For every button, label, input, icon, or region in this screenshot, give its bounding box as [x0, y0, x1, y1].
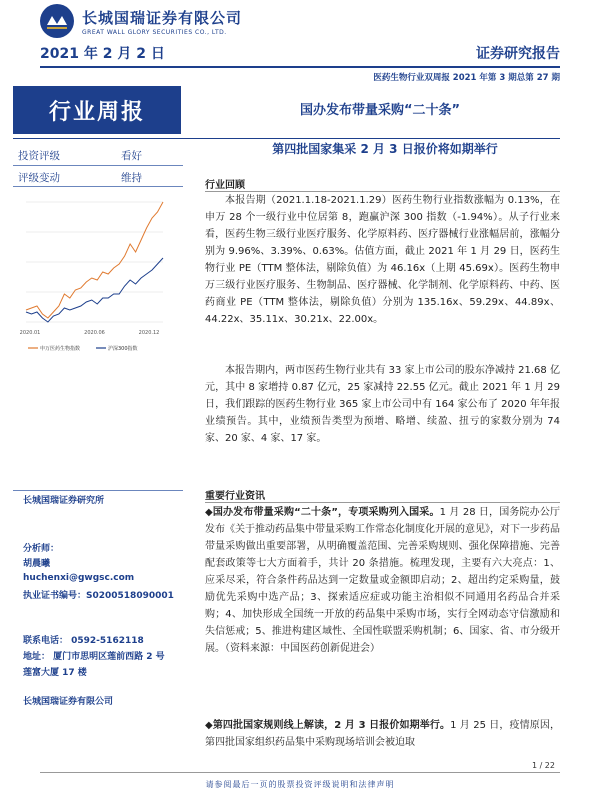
analyst-cert: 执业证书编号：S0200518090001	[23, 591, 174, 601]
news-item-1	[205, 504, 560, 657]
analyst-name: 胡晨曦	[23, 559, 51, 569]
news-item-1-headline: ◆国办发布带量采购“二十条”，专项采购列入国采。	[205, 507, 440, 518]
trend-chart-svg	[18, 192, 168, 362]
logo-emblem-icon	[40, 4, 74, 38]
main-title: 国办发布带量采购“二十条”	[299, 103, 461, 118]
section-divider	[205, 502, 560, 503]
x-tick-label: 2020.06	[84, 330, 105, 336]
rating-label: 投资评级	[18, 150, 60, 162]
x-tick-label: 2020.12	[138, 330, 160, 336]
rating-divider	[13, 186, 183, 187]
report-date: 2021 年 2 月 2 日	[40, 46, 165, 62]
page-number: 1 / 22	[531, 761, 555, 770]
legend-label: 申万医药生物指数	[40, 346, 81, 352]
rating-row-change	[18, 170, 178, 185]
report-category-banner: 行业周报	[13, 86, 181, 134]
rating-value: 维持	[121, 172, 142, 184]
report-type: 证券研究报告	[476, 46, 560, 62]
x-tick-label: 2020.01	[19, 330, 41, 336]
institute-name: 长城国瑞证券研究所	[23, 496, 105, 506]
news-item-1-body: 1 月 28 日，国务院办公厅发布《关于推动药品集中带量采购工作常态化制度化开展的意见》，对下一步药品带量采购做出重要部署，从明确覆盖范围、完善采购规则、强化保障措施、完善配套政策等七大方面着手，共计 20 条措施。梳理发现，主要有六大亮点：1、应采尽采，符合条件药品达到一定数量或金额即启动；2、超出约定采购量，鼓励优先采购中选产品；3、探索适应症或功能主治相似不同通用名药品合并采购；4、加快形成全国统一开放的药品集中采购市场，实行全网动态守信激励和失信惩戒；5、推进构建区域性、全国性联盟采购机制；6、国家、省、市分级开展。（资料来源：中国医药创新促进会）	[205, 507, 561, 654]
header-divider	[40, 66, 560, 68]
news-item-2-headline: ◆第四批国家规则线上解读，2 月 3 日报价如期举行。	[205, 720, 451, 731]
title-divider	[13, 138, 560, 139]
footer-disclaimer: 请参阅最后一页的股票投资评级说明和法律声明	[205, 780, 395, 789]
sub-title: 第四批国家集采 2 月 3 日报价将如期举行	[272, 142, 498, 156]
news-item-2-body: 1 月 25 日，疫情原因，第四批国家组织药品集中采购现场培训会被迫取	[205, 720, 560, 748]
company-name-cn: 长城国瑞证券有限公司	[82, 8, 243, 27]
sidebar-divider	[13, 490, 183, 491]
company-logo	[40, 4, 242, 38]
section-title-news: 重要行业资讯	[205, 491, 265, 502]
rating-row-investment	[18, 148, 178, 163]
review-paragraph-2: 本报告期内，两市医药生物行业共有 33 家上市公司的股东净减持 21.68 亿元，其中 8 家增持 0.87 亿元，25 家减持 22.55 亿元。截止 2021 年 1 月 29 日，我们跟踪的医药生物行业 365 家上市公司中有 164 家公布了 2020 年年报业绩预告。其中，业绩预告类型为预增、略增、续盈、扭亏的家数分别为 74 家、20 家、4 家、17 家。	[205, 365, 560, 444]
contact-address: 地址： 厦门市思明区莲前西路 2 号	[23, 652, 165, 662]
contact-address-2: 莲富大厦 17 楼	[23, 668, 87, 678]
series-line-0	[26, 202, 163, 318]
contact-phone: 联系电话： 0592-5162118	[23, 636, 144, 646]
rating-label: 评级变动	[18, 172, 60, 184]
company-name-en: GREAT WALL GLORY SECURITIES CO., LTD.	[82, 28, 227, 36]
index-trend-chart	[18, 192, 168, 362]
issue-line: 医药生物行业双周报 2021 年第 3 期总第 27 期	[373, 73, 560, 83]
analyst-label: 分析师：	[23, 544, 60, 554]
review-paragraph-1: 本报告期（2021.1.18-2021.1.29）医药生物行业指数涨幅为 0.13%，在申万 28 个一级行业中位居第 8，跑赢沪深 300 指数（-1.94%）。从子行业来看，医药生物三级行业医疗服务、化学原料药、医疗器械行业涨幅居前，涨幅分别为 9.96%、3.39%、0.63%。估值方面，截止 2021 年 1 月 29 日，医药生物行业 PE（TTM 整体法，剔除负值）为 46.16x（上期 45.69x）。医药生物申万三级行业医疗服务、生物制品、医疗器械、化学制剂、化学原料药、中药、医药商业 PE（TTM 整体法，剔除负值）分别为 135.16x、59.29x、44.89x、44.22x、35.11x、30.21x、22.00x。	[205, 195, 560, 325]
footer-divider	[40, 772, 560, 773]
analyst-email: huchenxi@gwgsc.com	[23, 573, 135, 583]
rating-value: 看好	[121, 150, 142, 162]
series-line-1	[26, 258, 163, 322]
company-footer-name: 长城国瑞证券有限公司	[23, 697, 114, 707]
section-title-review: 行业回顾	[205, 180, 245, 191]
date-row	[40, 43, 560, 63]
legend-label: 沪深300指数	[108, 346, 138, 352]
rating-divider	[13, 165, 183, 166]
news-item-2	[205, 717, 560, 751]
